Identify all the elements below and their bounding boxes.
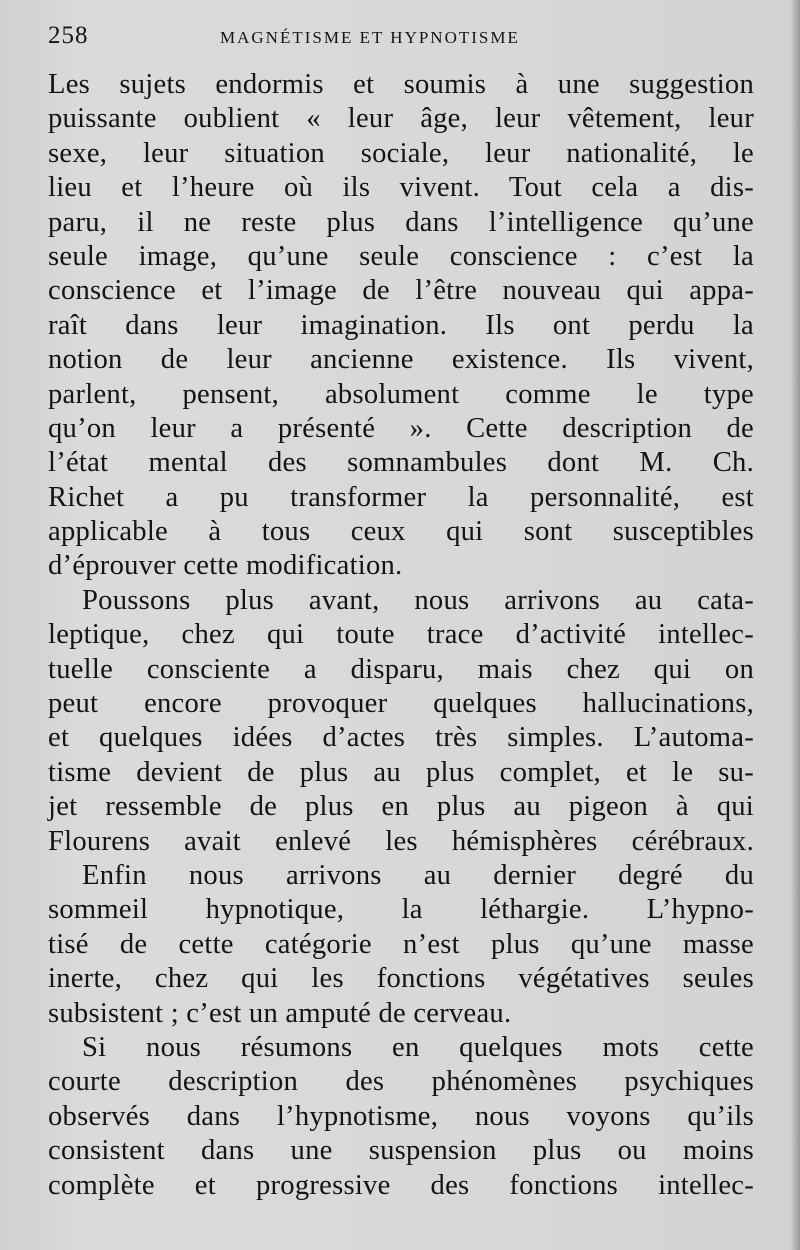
text-line: seule image, qu’une seule conscience : c’est la	[48, 240, 754, 272]
text-line: Si nous résumons en quelques mots cette	[82, 1031, 754, 1063]
text-line: observés dans l’hypnotisme, nous voyons qu’ils	[48, 1100, 754, 1132]
text-line: courte description des phénomènes psychiques	[48, 1066, 754, 1098]
text-line: complète et progressive des fonctions intellec-	[48, 1169, 754, 1201]
paragraph-2	[48, 584, 754, 859]
page-number: 258	[48, 22, 89, 49]
page-header	[48, 22, 748, 54]
text-line: Enfin nous arrivons au dernier degré du	[82, 859, 754, 891]
text-line: tisé de cette catégorie n’est plus qu’une masse	[48, 928, 754, 960]
text-line: lieu et l’heure où ils vivent. Tout cela a dis-	[48, 172, 754, 204]
text-line: subsistent ; c’est un amputé de cerveau.	[48, 997, 512, 1029]
paragraph-4	[48, 1031, 754, 1203]
text-line: Poussons plus avant, nous arrivons au cata-	[82, 584, 754, 616]
text-line: raît dans leur imagination. Ils ont perdu la	[48, 309, 754, 341]
text-line: jet ressemble de plus en plus au pigeon à qui	[48, 791, 754, 823]
text-line: consistent dans une suspension plus ou moins	[48, 1135, 754, 1167]
text-line: inerte, chez qui les fonctions végétatives seules	[48, 963, 754, 995]
paragraph-1	[48, 68, 754, 584]
text-line: et quelques idées d’actes très simples. L’automa-	[48, 722, 754, 754]
paragraph-3	[48, 859, 754, 1031]
text-line: applicable à tous ceux qui sont susceptibles	[48, 516, 754, 548]
text-line: sexe, leur situation sociale, leur nationalité, le	[48, 137, 754, 169]
text-line: tuelle consciente a disparu, mais chez qui on	[48, 653, 754, 685]
text-line: d’éprouver cette modification.	[48, 550, 403, 582]
text-line: conscience et l’image de l’être nouveau qui appa-	[48, 275, 754, 307]
text-line: leptique, chez qui toute trace d’activité intellec-	[48, 619, 754, 651]
text-line: tisme devient de plus au plus complet, et le su-	[48, 756, 754, 788]
text-line: l’état mental des somnambules dont M. Ch.	[48, 447, 754, 479]
text-line: Flourens avait enlevé les hémisphères cérébraux.	[48, 825, 754, 857]
text-line: notion de leur ancienne existence. Ils vivent,	[48, 344, 754, 376]
text-line: puissante oublient « leur âge, leur vêtement, leur	[48, 103, 754, 135]
text-line: Richet a pu transformer la personnalité, est	[48, 481, 754, 513]
text-line: qu’on leur a présenté ». Cette description de	[48, 412, 754, 444]
text-line: sommeil hypnotique, la léthargie. L’hypno-	[48, 894, 754, 926]
text-line: Les sujets endormis et soumis à une suggestion	[48, 69, 754, 100]
text-line: paru, il ne reste plus dans l’intelligence qu’une	[48, 206, 754, 238]
text-line: parlent, pensent, absolument comme le type	[48, 378, 754, 410]
running-title: MAGNÉTISME ET HYPNOTISME	[220, 28, 520, 47]
text-line: peut encore provoquer quelques hallucinations,	[48, 688, 754, 720]
body-text	[48, 68, 754, 1203]
